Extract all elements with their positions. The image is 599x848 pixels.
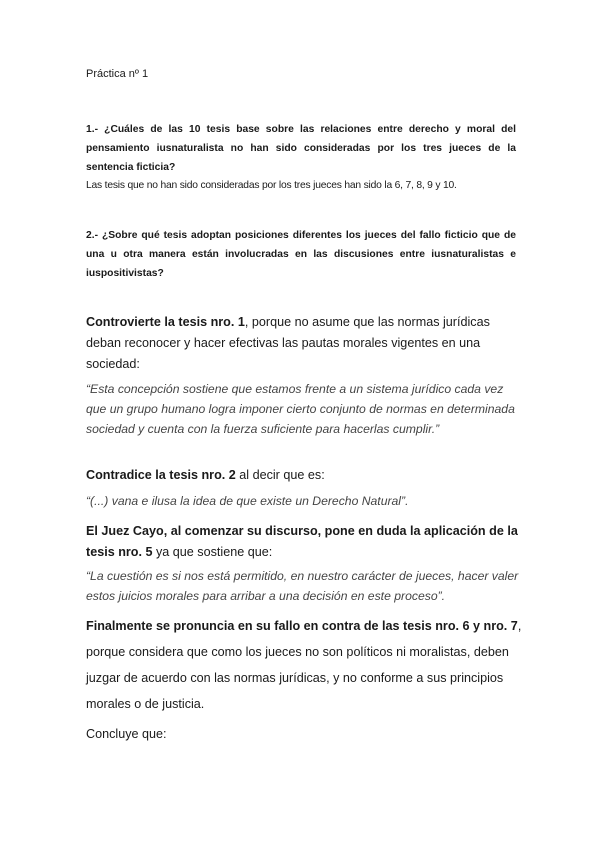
page-title: Práctica nº 1 [86,68,149,80]
thesis-5-lead: El Juez Cayo, al comenzar su discurso, [86,524,325,538]
paragraph-thesis-6-7 [86,613,526,717]
question-2: 2.- ¿Sobre qué tesis adoptan posiciones diferentes los jueces del fallo ficticio que de una u otra manera están involucradas en las discusiones entre iusnaturalistas e iuspositivistas? [86,230,516,279]
paragraph-thesis-1 [86,312,526,375]
thesis-1-text: , porque no asume que las normas jurídicas deban reconocer y hacer efectivas las pautas morales vigentes en una sociedad: [86,315,490,371]
question-1: 1.- ¿Cuáles de las 10 tesis base sobre las relaciones entre derecho y moral del pensamiento iusnaturalista no han sido consideradas por los tres jueces de la sentencia ficticia? [86,124,516,173]
paragraph-thesis-5 [86,521,526,563]
thesis-2-text: al decir que es: [235,468,325,482]
thesis-5-emphasis: pone en duda la aplicación de la tesis nro. 5 [86,524,518,559]
thesis-5-text: ya que sostiene que: [152,545,273,559]
thesis-2-emphasis: Contradice la tesis nro. 2 [86,468,236,482]
answer-1: Las tesis que no han sido consideradas por los tres jueces han sido la 6, 7, 8, 9 y 10. [86,180,457,191]
thesis-1-emphasis: Controvierte la tesis nro. 1 [86,315,245,329]
quote-3: “La cuestión es si nos está permitido, en nuestro carácter de jueces, hacer valer estos juicios morales para arribar a una decisión en este proceso”. [86,569,519,603]
thesis-6-7-emphasis: Finalmente se pronuncia en su fallo en contra de las tesis nro. 6 y nro. 7 [86,619,518,633]
quote-1: “Esta concepción sostiene que estamos frente a un sistema jurídico cada vez que un grupo humano logra imponer cierto conjunto de normas en determinada sociedad y cuenta con la fuerza suficiente para hacerlas cumplir.” [86,382,515,436]
quote-2: “(...) vana e ilusa la idea de que existe un Derecho Natural”. [86,494,409,508]
paragraph-conclusion: Concluye que: [86,727,167,741]
paragraph-thesis-2 [86,465,526,486]
thesis-6-7-text: , porque considera que como los jueces no son políticos ni moralistas, deben juzgar de acuerdo con las normas jurídicas, y no conforme a sus principios morales o de justicia. [86,619,522,711]
